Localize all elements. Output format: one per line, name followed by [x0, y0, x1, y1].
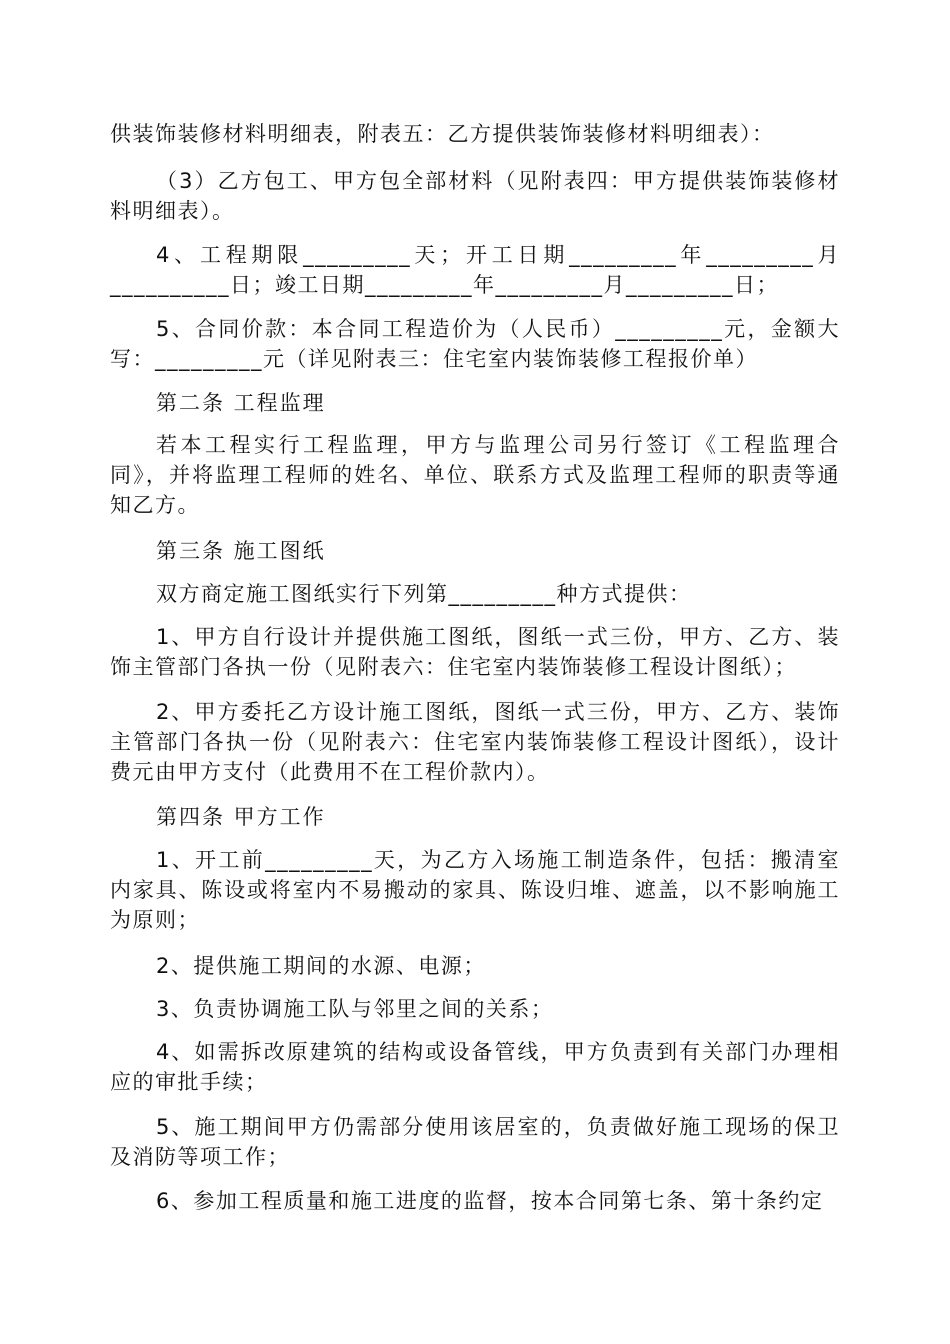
paragraph-party-a-duty-6: 6、参加工程质量和施工进度的监督，按本合同第七条、第十条约定: [156, 1189, 824, 1213]
paragraph-party-a-duty-2: 2、提供施工期间的水源、电源；: [156, 954, 486, 978]
paragraph-project-duration: 4、工程期限_________天；开工日期_________年_________月__________日；竣工日期_________年_________月_________日；: [110, 243, 840, 297]
heading-article-2: 第二条 工程监理: [156, 391, 326, 415]
paragraph-party-a-duty-1: 1、开工前_________天，为乙方入场施工制造条件，包括：搬清室内家具、陈设或将室内不易搬动的家具、陈设归堆、遮盖，以不影响施工为原则；: [110, 848, 840, 932]
paragraph-material-list-continued: 供装饰装修材料明细表，附表五：乙方提供装饰装修材料明细表）：: [110, 122, 775, 146]
paragraph-party-a-duty-5: 5、施工期间甲方仍需部分使用该居室的，负责做好施工现场的保卫及消防等项工作；: [110, 1115, 840, 1169]
paragraph-contract-price: 5、合同价款：本合同工程造价为（人民币）_________元，金额大写：_________元（详见附表三：住宅室内装饰装修工程报价单）: [110, 317, 840, 371]
heading-article-3: 第三条 施工图纸: [156, 539, 326, 563]
heading-article-4: 第四条 甲方工作: [156, 805, 326, 829]
paragraph-party-a-duty-3: 3、负责协调施工队与邻里之间的关系；: [156, 997, 554, 1021]
paragraph-drawing-method-2: 2、甲方委托乙方设计施工图纸，图纸一式三份，甲方、乙方、装饰主管部门各执一份（见附表六：住宅室内装饰装修工程设计图纸），设计费元由甲方支付（此费用不在工程价款内）。: [110, 700, 840, 784]
paragraph-drawing-methods: 双方商定施工图纸实行下列第_________种方式提供：: [156, 582, 692, 606]
paragraph-contract-mode-3: （3）乙方包工、甲方包全部材料（见附表四：甲方提供装饰装修材料明细表）。: [110, 169, 840, 223]
paragraph-drawing-method-1: 1、甲方自行设计并提供施工图纸，图纸一式三份，甲方、乙方、装饰主管部门各执一份（见附表六：住宅室内装饰装修工程设计图纸）；: [110, 625, 840, 679]
paragraph-party-a-duty-4: 4、如需拆改原建筑的结构或设备管线，甲方负责到有关部门办理相应的审批手续；: [110, 1040, 840, 1094]
paragraph-supervision: 若本工程实行工程监理，甲方与监理公司另行签订《工程监理合同》，并将监理工程师的姓名、单位、联系方式及监理工程师的职责等通知乙方。: [110, 433, 840, 517]
